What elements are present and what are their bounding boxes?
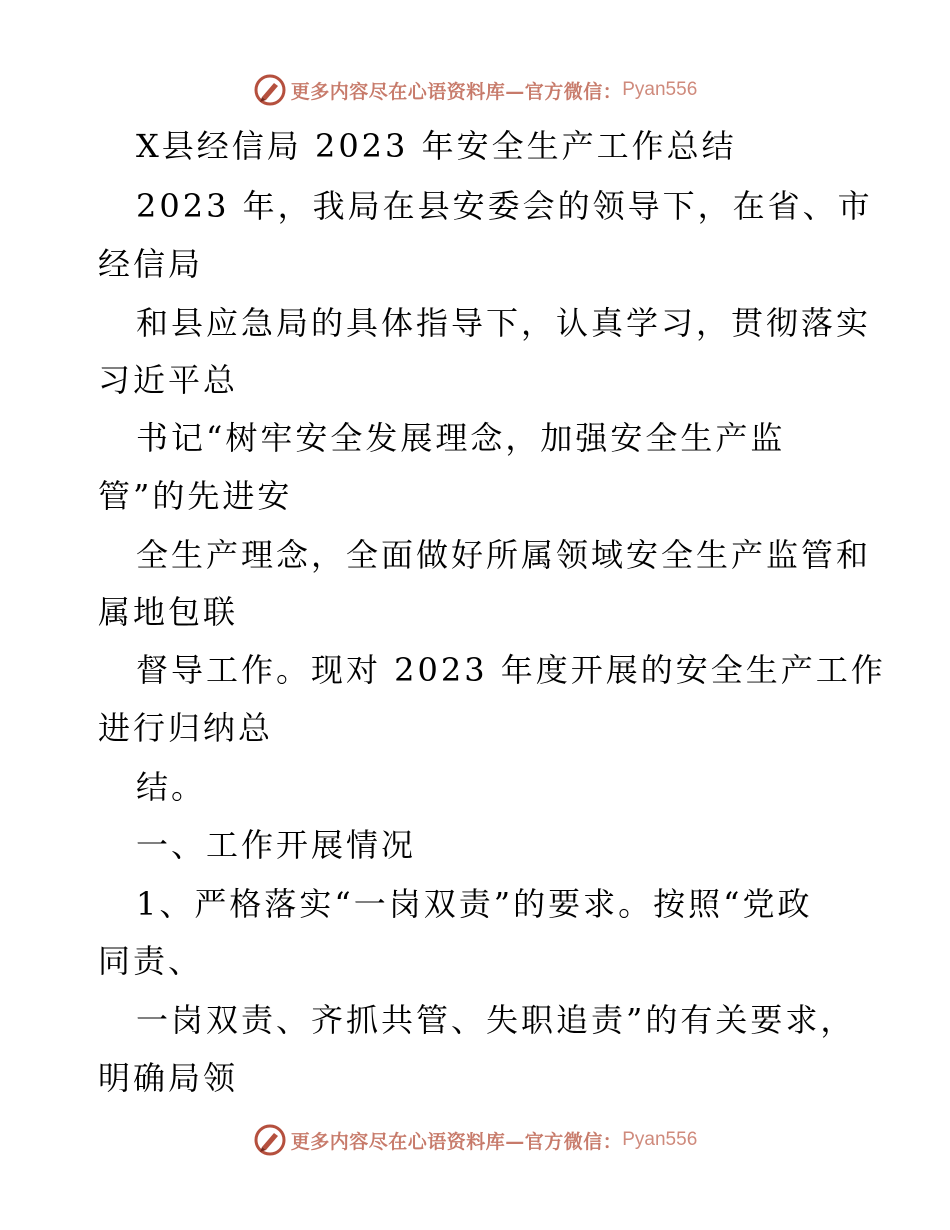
text-line: 同责、 — [98, 942, 204, 980]
text-line: 进行归纳总 — [98, 709, 274, 747]
text-line: 和县应急局的具体指导下，认真学习，贯彻落实 — [136, 304, 872, 342]
text-line: 书记“树牢安全发展理念，加强安全生产监 — [136, 419, 786, 457]
text-line: 一岗双责、齐抓共管、失职追责”的有关要求， — [136, 1001, 856, 1039]
document-title: X县经信局 2023 年安全生产工作总结 — [136, 127, 737, 165]
text-line: 2023 年，我局在县安委会的领导下，在省、市 — [136, 187, 873, 225]
text-line: 经信局 — [98, 245, 204, 283]
pen-logo-icon — [253, 1123, 287, 1157]
text-line: 督导工作。现对 2023 年度开展的安全生产工作 — [136, 651, 886, 689]
watermark-wechat-id: Pyan556 — [622, 79, 698, 100]
text-line: 习近平总 — [98, 361, 239, 399]
watermark-text: 更多内容尽在心语资料库—官方微信： — [290, 80, 623, 103]
text-line: 全生产理念，全面做好所属领域安全生产监管和 — [136, 536, 872, 574]
text-line: 明确局领 — [98, 1059, 239, 1097]
watermark-text: 更多内容尽在心语资料库—官方微信： — [290, 1130, 623, 1153]
text-line: 结。 — [136, 768, 207, 806]
text-line: 管”的先进安 — [98, 477, 293, 515]
watermark-wechat-id: Pyan556 — [622, 1129, 698, 1150]
watermark-banner-bottom — [0, 1120, 950, 1160]
section-heading: 一、工作开展情况 — [136, 826, 417, 864]
text-line: 1、严格落实“一岗双责”的要求。按照“党政 — [136, 885, 813, 923]
text-line: 属地包联 — [98, 593, 239, 631]
